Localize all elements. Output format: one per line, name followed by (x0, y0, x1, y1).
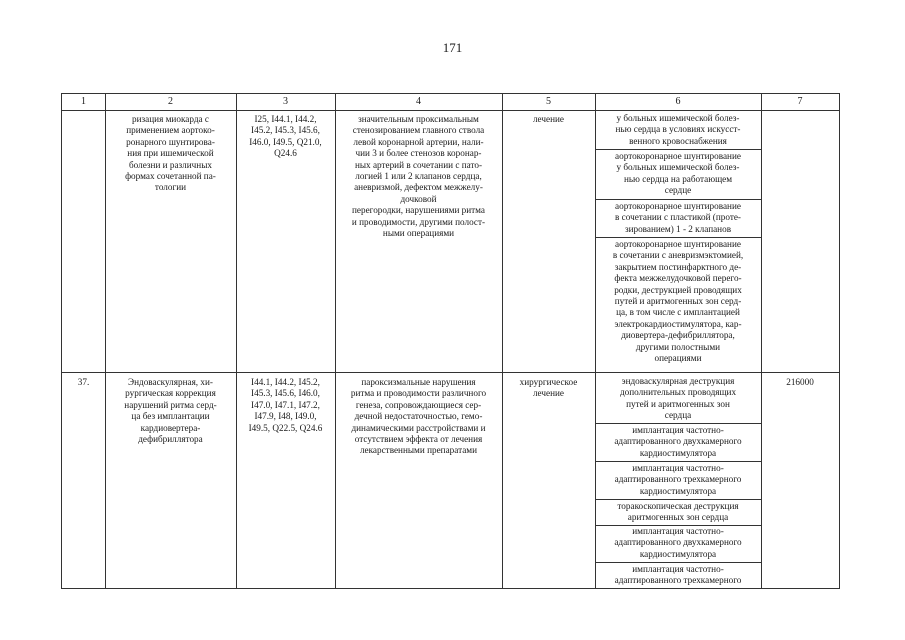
method-divider (595, 199, 761, 200)
treatment-type: лечение (532, 114, 565, 124)
method-item: эндоваскулярная деструкция дополнительных проводящих путей и аритмогенных зон сердца (619, 376, 737, 421)
method-divider (595, 562, 761, 563)
method-item: аортокоронарное шунтирование у больных ишемической болез- нью сердца на работающем сердце (615, 151, 741, 196)
method-item: имплантация частотно- адаптированного двухкамерного кардиостимулятора (614, 425, 742, 458)
header-col-3: 3 (283, 96, 288, 107)
method-item: имплантация частотно- адаптированного двухкамерного кардиостимулятора (614, 526, 742, 559)
method-item: аортокоронарное шунтирование в сочетании с аневризмэктомией, закрытием постинфарктного де- фекта межжелудочковой перего- родки, деструкцией проводящих путей и аритмогенных зон серд- ца, в том числе с имплантацией электрокардиостимулятора, кар- диовертера-дефибриллятора, другими полостными операциями (612, 239, 744, 364)
method-divider (595, 461, 761, 462)
method-item: у больных ишемической болез- нью сердца в условиях искусст- венного кровоснабжения (615, 113, 741, 146)
header-col-7: 7 (797, 96, 803, 107)
method-item: аортокоронарное шунтирование в сочетании с пластикой (проте- зированием) 1 - 2 клапанов (615, 201, 741, 234)
method-item: торакоскопическая деструкция аритмогенных зон сердца (617, 501, 739, 523)
method-divider (595, 149, 761, 150)
method-divider (595, 237, 761, 238)
method-divider (595, 423, 761, 424)
row-divider (62, 372, 839, 373)
method-item: имплантация частотно- адаптированного трехкамерного (614, 564, 742, 586)
method-item: имплантация частотно- адаптированного трехкамерного кардиостимулятора (614, 463, 742, 496)
method-divider (595, 499, 761, 500)
header-col-6: 6 (675, 96, 681, 107)
header-col-5: 5 (546, 96, 551, 107)
medical-care-table (61, 93, 840, 589)
header-divider (62, 110, 839, 111)
treatment-type: хирургическое лечение (519, 377, 578, 399)
diagnosis-codes: I44.1, I44.2, I45.2, I45.3, I45.6, I46.0, I47.0, I47.1, I47.2, I47.9, I48, I49.0, I49.5, Q22.5, Q24.6 (248, 377, 323, 433)
column-divider (761, 94, 762, 588)
header-col-2: 2 (168, 96, 173, 107)
page-number: 171 (442, 40, 463, 55)
diagnosis-codes: I25, I44.1, I44.2, I45.2, I45.3, I45.6, I46.0, I49.5, Q21.0, Q24.6 (249, 114, 322, 159)
indication-text: пароксизмальные нарушения ритма и проводимости различного генеза, сопровождающиеся сер- дечной недостаточностью, гемо- динамическими расстройствами и отсутствием эффекта от лечения лекарственными препаратами (350, 377, 487, 456)
procedure-name: ризация миокарда с применением аортоко- ронарного шунтирова- ния при ишемической болезни и различных формах сочетанной па- тологии (125, 114, 216, 193)
header-col-4: 4 (416, 96, 421, 107)
header-col-1: 1 (81, 96, 86, 107)
row-number: 37. (77, 377, 90, 387)
indication-text: значительным проксимальным стенозированием главного ствола левой коронарной артерии, нали- чии 3 и более стенозов коронар- ных артерий в сочетании с пато- логией 1 или 2 клапанов сердца, аневризмой, дефектом межжелу- дочковой перегородки, нарушениями ритма и проводимости, другими полост- ными операциями (351, 114, 486, 239)
column-divider (502, 94, 503, 588)
procedure-name: Эндоваскулярная, хи- рургическая коррекция нарушений ритма серд- ца без имплантации кардиовертера- дефибриллятора (124, 377, 217, 445)
cost-value: 216000 (786, 377, 814, 387)
column-divider (236, 94, 237, 588)
